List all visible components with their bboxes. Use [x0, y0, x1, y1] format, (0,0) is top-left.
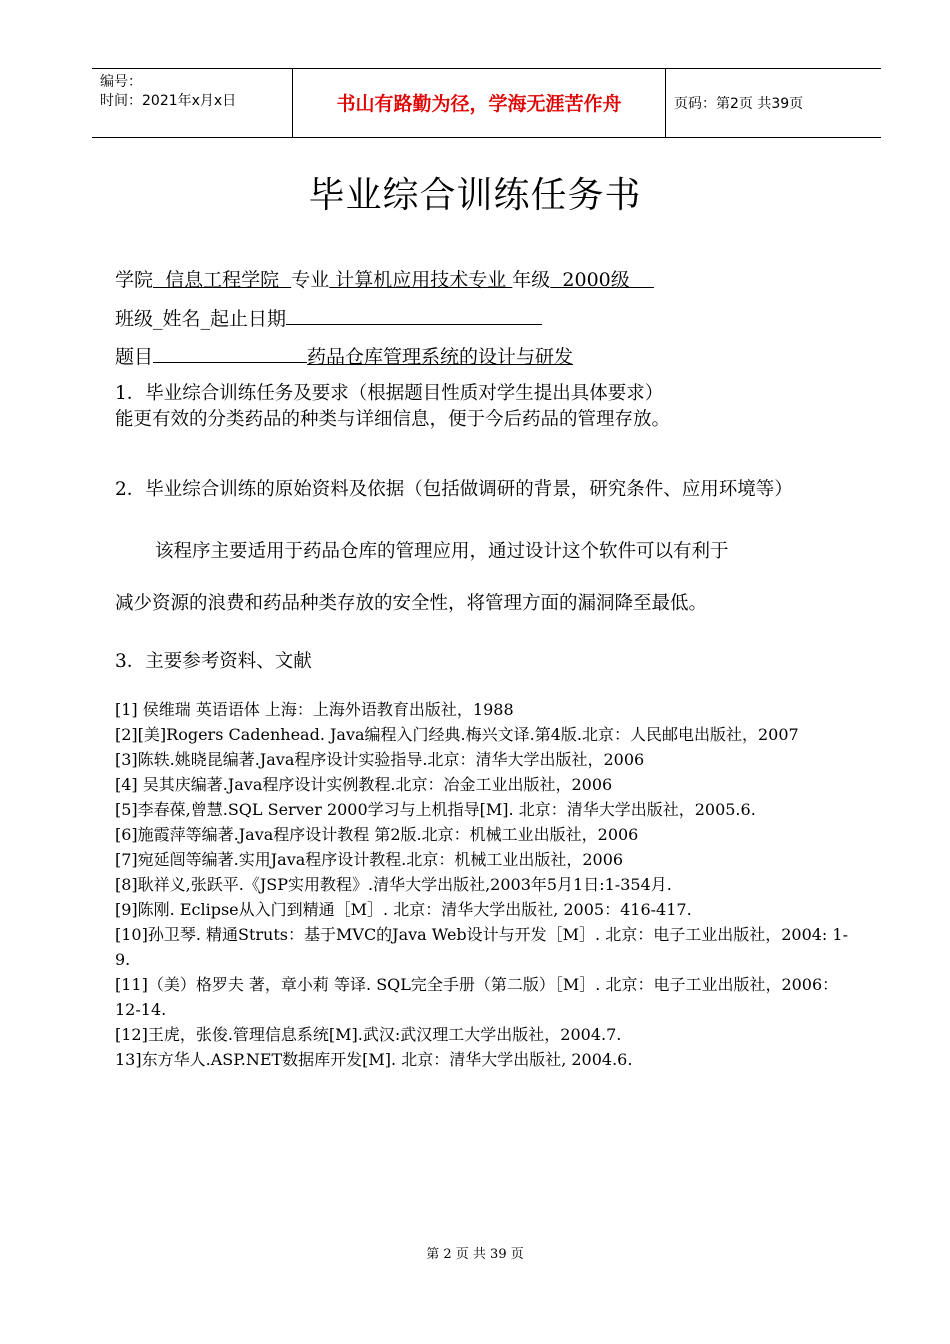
page-footer: 第 2 页 共 39 页 [426, 1247, 524, 1262]
header-meta [100, 73, 236, 111]
reference-item: [11]（美）格罗夫 著，章小莉 等译. SQL完全手册（第二版）［M］. 北京：电子工业出版社，2006：12-14. [115, 975, 839, 1019]
section1-content: 能更有效的分类药品的种类与详细信息，便于今后药品的管理存放。 [115, 409, 671, 430]
header-divider [292, 69, 293, 137]
reference-item: [12]王虎，张俊.管理信息系统[M].武汉:武汉理工大学出版社，2004.7. [115, 1025, 622, 1044]
section2-para-line2: 减少资源的浪费和药品种类存放的安全性，将管理方面的漏洞降至最低。 [115, 593, 708, 614]
document-title: 毕业综合训练任务书 [308, 175, 642, 216]
info-line-college [115, 266, 654, 294]
header-page-info: 页码：第2页 共39页 [674, 96, 804, 112]
topic-label: 题目 [115, 346, 154, 368]
reference-item: [2][美]Rogers Cadenhead. Java编程入门经典.梅兴文译.第4版.北京：人民邮电出版社，2007 [115, 725, 799, 744]
section3-heading: 3．主要参考资料、文献 [115, 651, 312, 672]
college-label: 学院 [115, 269, 154, 291]
info-line-class [115, 304, 542, 333]
reference-item: [4] 吴其庆编著.Java程序设计实例教程.北京：冶金工业出版社，2006 [115, 775, 613, 794]
topic-value: 药品仓库管理系统的设计与研发 [307, 346, 574, 368]
info-line-topic [115, 342, 573, 371]
header-code-label: 编号： [100, 74, 142, 90]
date-blank-line [286, 304, 542, 325]
reference-item: [5]李春葆,曾慧.SQL Server 2000学习与上机指导[M]. 北京：清华大学出版社，2005.6. [115, 800, 756, 819]
grade-label: 年级 [512, 269, 551, 291]
header-motto: 书山有路勤为径，学海无涯苦作舟 [336, 93, 622, 115]
class-name-date-label: 班级_姓名_起止日期 [115, 308, 287, 330]
section1-heading: 1．毕业综合训练任务及要求（根据题目性质对学生提出具体要求） [115, 383, 664, 404]
reference-item: 13]东方华人.ASP.NET数据库开发[M]. 北京：清华大学出版社, 2004.6. [115, 1050, 633, 1069]
grade-value: 2000级 [550, 269, 654, 291]
reference-item: [9]陈刚. Eclipse从入门到精通［M］. 北京：清华大学出版社, 2005：416-417. [115, 900, 692, 919]
reference-item: [1] 侯维瑞 英语语体 上海：上海外语教育出版社，1988 [115, 700, 514, 719]
reference-item: [10]孙卫琴. 精通Struts：基于MVC的Java Web设计与开发［M］. 北京：电子工业出版社，2004: 1-9. [115, 925, 848, 969]
major-label: 专业 [291, 269, 330, 291]
section2-para-line1: 该程序主要适用于药品仓库的管理应用，通过设计这个软件可以有利于 [155, 541, 729, 562]
page-header [92, 68, 881, 138]
reference-item: [6]施霞萍等编著.Java程序设计教程 第2版.北京：机械工业出版社，2006 [115, 825, 639, 844]
header-time-label: 时间：2021年x月x日 [100, 93, 237, 109]
reference-list [115, 697, 860, 1072]
header-divider [665, 69, 666, 137]
college-value: 信息工程学院 [153, 269, 292, 291]
section2-heading: 2．毕业综合训练的原始资料及依据（包括做调研的背景，研究条件、应用环境等） [115, 479, 793, 500]
reference-item: [8]耿祥义,张跃平.《JSP实用教程》.清华大学出版社,2003年5月1日:1-354月. [115, 875, 672, 894]
topic-blank-line [153, 342, 307, 363]
reference-item: [7]宛延闿等编著.实用Java程序设计教程.北京：机械工业出版社，2006 [115, 850, 624, 869]
reference-item: [3]陈轶.姚晓昆编著.Java程序设计实验指导.北京：清华大学出版社，2006 [115, 750, 645, 769]
major-value: 计算机应用技术专业 [329, 269, 513, 291]
